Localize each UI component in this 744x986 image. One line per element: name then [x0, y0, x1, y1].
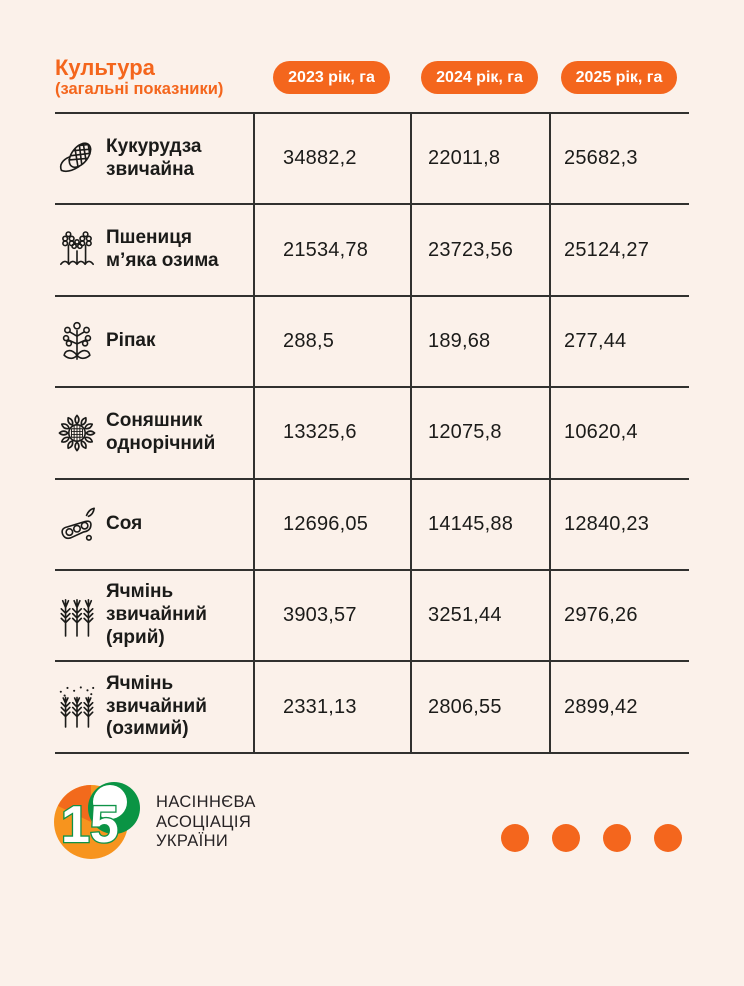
value-2024: 12075,8: [410, 388, 549, 477]
soybean-icon: [55, 501, 99, 547]
crop-name: Соя: [106, 512, 143, 534]
value-2024: 14145,88: [410, 480, 549, 569]
crop-cell: [55, 114, 253, 203]
value-2024: 22011,8: [410, 114, 549, 203]
crop-cell: [55, 205, 253, 294]
crop-name: Пшениця м’яка озима: [106, 227, 219, 272]
value-2025: 10620,4: [549, 388, 689, 477]
table-row: [55, 569, 689, 660]
crop-cell: [55, 571, 253, 660]
crop-name: Ячмінь звичайний (ярий): [106, 581, 207, 649]
crop-name: Кукурудза звичайна: [106, 135, 202, 180]
value-2025: 277,44: [549, 297, 689, 386]
value-2024: 2806,55: [410, 662, 549, 751]
value-2025: 25682,3: [549, 114, 689, 203]
crop-name: Соняшник однорічний: [106, 410, 216, 454]
barley-winter-icon: [55, 684, 99, 730]
seed-association-anniversary-logo: [52, 780, 144, 865]
value-2024: 3251,44: [410, 571, 549, 660]
pagination-dots: [501, 824, 682, 852]
value-2023: 34882,2: [253, 114, 410, 203]
org-name-line: НАСІННЄВА: [156, 793, 256, 812]
value-2023: 3903,57: [253, 571, 410, 660]
crop-area-table: [55, 112, 689, 754]
dot: [654, 824, 682, 852]
dot: [501, 824, 529, 852]
table-row: [55, 660, 689, 751]
dot: [552, 824, 580, 852]
barley-spring-icon: [55, 593, 99, 639]
value-2025: 25124,27: [549, 205, 689, 294]
value-2025: 2976,26: [549, 571, 689, 660]
crop-name: Ріпак: [106, 330, 156, 352]
logo-number: 15: [61, 795, 119, 854]
table-header: [55, 56, 744, 100]
value-2023: 21534,78: [253, 205, 410, 294]
table-row: [55, 295, 689, 386]
org-name-line: УКРАЇНИ: [156, 831, 229, 850]
crop-cell: [55, 388, 253, 477]
org-name: [156, 793, 256, 851]
table-row: [55, 112, 689, 203]
page-subtitle: (загальні показники): [55, 80, 224, 99]
year-badge-2024: 2024 рік, га: [421, 61, 538, 94]
table-row: [55, 203, 689, 294]
footer: [52, 780, 682, 865]
crop-name: Ячмінь звичайний (озимий): [106, 672, 207, 740]
infographic-page: [0, 56, 744, 986]
year-badge-2025: 2025 рік, га: [561, 61, 678, 94]
value-2024: 189,68: [410, 297, 549, 386]
value-2023: 288,5: [253, 297, 410, 386]
title-block: [55, 56, 253, 100]
page-title: Культура: [55, 55, 155, 80]
rapeseed-icon: [55, 318, 99, 364]
value-2025: 12840,23: [549, 480, 689, 569]
wheat-icon: [55, 227, 99, 273]
crop-cell: [55, 662, 253, 751]
table-row: [55, 478, 689, 569]
dot: [603, 824, 631, 852]
sunflower-icon: [55, 410, 99, 456]
value-2023: 13325,6: [253, 388, 410, 477]
corn-icon: [55, 136, 99, 182]
value-2025: 2899,42: [549, 662, 689, 751]
value-2024: 23723,56: [410, 205, 549, 294]
soybean-cell: [55, 480, 253, 569]
value-2023: 12696,05: [253, 480, 410, 569]
crop-cell: [55, 297, 253, 386]
year-badge-2023: 2023 рік, га: [273, 61, 390, 94]
value-2023: 2331,13: [253, 662, 410, 751]
table-row: [55, 386, 689, 477]
org-name-line: АСОЦІАЦІЯ: [156, 812, 252, 831]
